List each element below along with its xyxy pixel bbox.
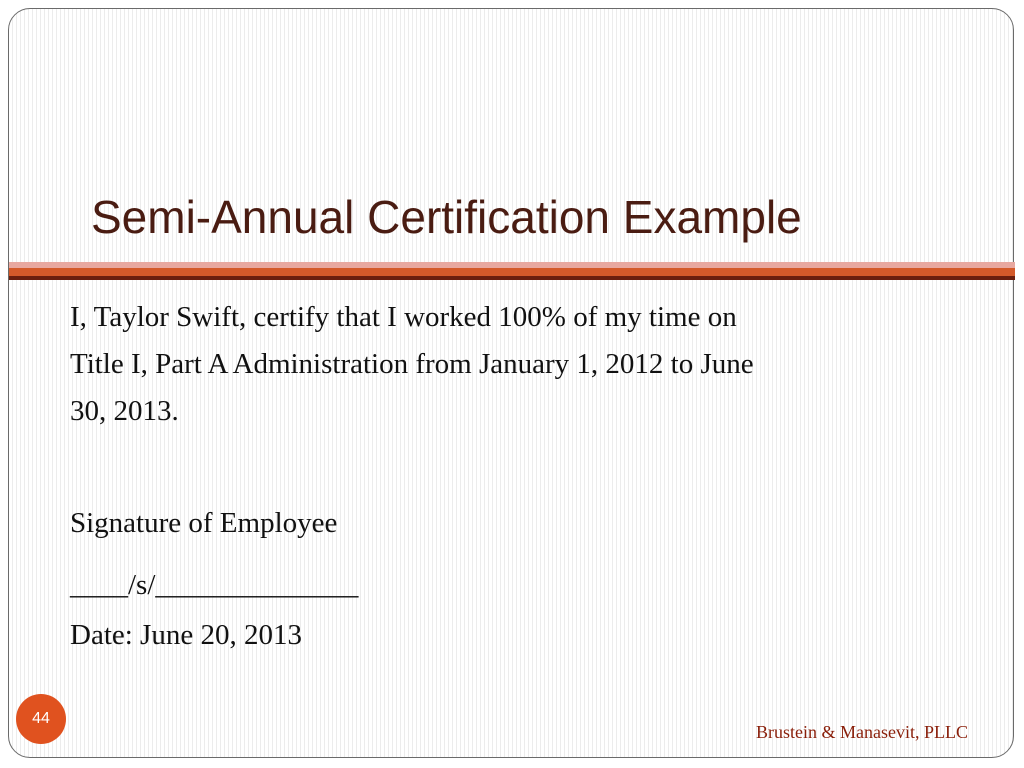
- footer-firm-name: Brustein & Manasevit, PLLC: [756, 722, 968, 742]
- signature-line: ____/s/______________: [70, 569, 359, 601]
- signature-label: Signature of Employee: [70, 507, 338, 539]
- statement-line: 30, 2013.: [70, 395, 179, 427]
- statement-line: Title I, Part A Administration from January 1, 2012 to June: [70, 348, 754, 380]
- page-number-badge: 44: [16, 694, 66, 744]
- date-line: Date: June 20, 2013: [70, 619, 302, 651]
- statement-line: I, Taylor Swift, certify that I worked 100% of my time on: [70, 301, 737, 333]
- title-divider: [9, 268, 1015, 276]
- title-divider-dark: [9, 276, 1015, 280]
- certification-statement: [70, 294, 950, 435]
- slide-title: Semi-Annual Certification Example: [91, 191, 802, 243]
